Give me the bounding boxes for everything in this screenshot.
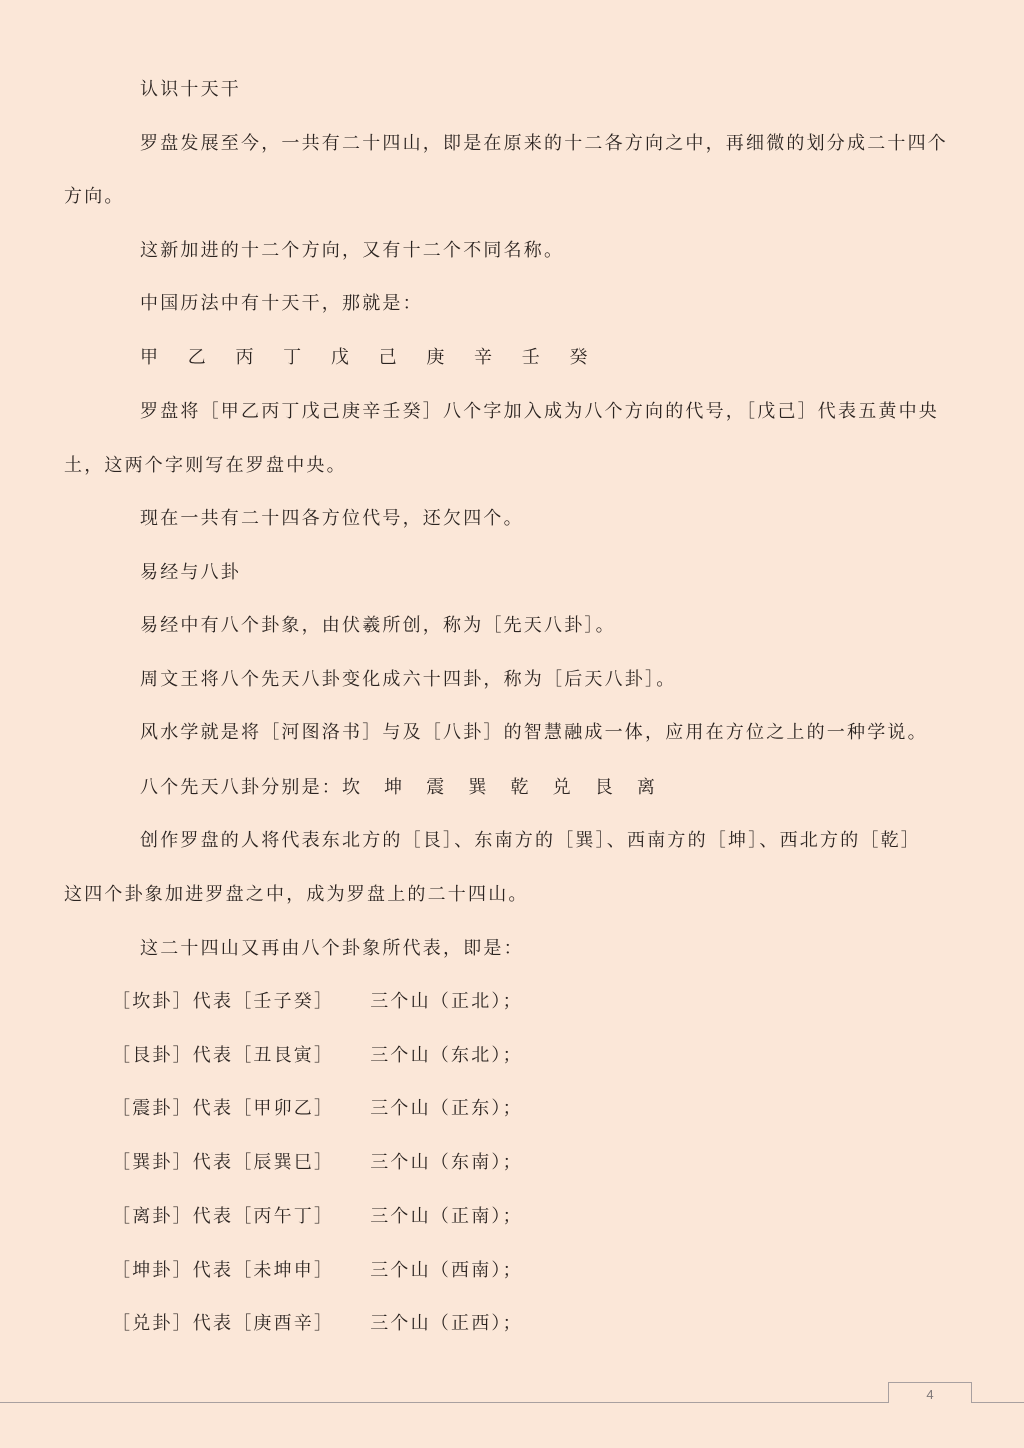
- gua-list-item: [112, 1312, 523, 1336]
- heavenly-stems-line: 甲 乙 丙 丁 戊 己 庚 辛 壬 癸: [140, 347, 600, 368]
- gua-name: ［艮卦］代表［丑艮寅］: [112, 1045, 335, 1066]
- gua-direction: 三个山（正西）；: [370, 1313, 523, 1334]
- paragraph-line: 中国历法中有十天干，那就是：: [140, 293, 423, 314]
- gua-direction: 三个山（东南）；: [370, 1152, 523, 1173]
- gua-direction: 三个山（正东）；: [370, 1098, 523, 1119]
- paragraph-line: 罗盘将［甲乙丙丁戊己庚辛壬癸］八个字加入成为八个方向的代号，［戊己］代表五黄中央: [140, 401, 939, 422]
- paragraph-line: 这二十四山又再由八个卦象所代表，即是：: [140, 938, 524, 959]
- gua-direction: 三个山（正北）；: [370, 991, 523, 1012]
- gua-direction: 三个山（东北）；: [370, 1045, 523, 1066]
- paragraph-line: 这四个卦象加进罗盘之中，成为罗盘上的二十四山。: [64, 884, 529, 905]
- gua-list-item: [112, 1259, 523, 1283]
- gua-name: ［离卦］代表［丙午丁］: [112, 1206, 335, 1227]
- gua-name: ［震卦］代表［甲卯乙］: [112, 1098, 335, 1119]
- paragraph-line: 方向。: [64, 186, 125, 207]
- paragraph-line: 八个先天八卦分别是：坎 坤 震 巽 乾 兑 艮 离: [140, 777, 658, 798]
- gua-name: ［坤卦］代表［未坤申］: [112, 1260, 335, 1281]
- gua-list-item: [112, 990, 523, 1014]
- gua-name: ［巽卦］代表［辰巽巳］: [112, 1152, 335, 1173]
- section-heading: 易经与八卦: [140, 562, 241, 583]
- gua-name: ［坎卦］代表［壬子癸］: [112, 991, 335, 1012]
- gua-direction: 三个山（西南）；: [370, 1260, 523, 1281]
- section-heading: 认识十天干: [140, 79, 241, 100]
- paragraph-line: 这新加进的十二个方向，又有十二个不同名称。: [140, 240, 565, 261]
- gua-name: ［兑卦］代表［庚酉辛］: [112, 1313, 335, 1334]
- paragraph-line: 创作罗盘的人将代表东北方的［艮］、东南方的［巽］、西南方的［坤］、西北方的［乾］: [140, 830, 921, 851]
- gua-list-item: [112, 1205, 523, 1229]
- gua-list-item: [112, 1097, 523, 1121]
- footer-rule: [0, 1402, 1024, 1403]
- paragraph-line: 周文王将八个先天八卦变化成六十四卦，称为［后天八卦］。: [140, 669, 677, 690]
- paragraph-line: 土，这两个字则写在罗盘中央。: [64, 455, 347, 476]
- paragraph-line: 罗盘发展至今，一共有二十四山，即是在原来的十二各方向之中，再细微的划分成二十四个: [140, 133, 948, 154]
- gua-direction: 三个山（正南）；: [370, 1206, 523, 1227]
- gua-list-item: [112, 1151, 523, 1175]
- gua-list-item: [112, 1044, 523, 1068]
- paragraph-line: 易经中有八个卦象，由伏羲所创，称为［先天八卦］。: [140, 615, 616, 636]
- paragraph-line: 风水学就是将［河图洛书］与及［八卦］的智慧融成一体，应用在方位之上的一种学说。: [140, 722, 928, 743]
- paragraph-line: 现在一共有二十四各方位代号，还欠四个。: [140, 508, 524, 529]
- page-number: 4: [888, 1382, 972, 1403]
